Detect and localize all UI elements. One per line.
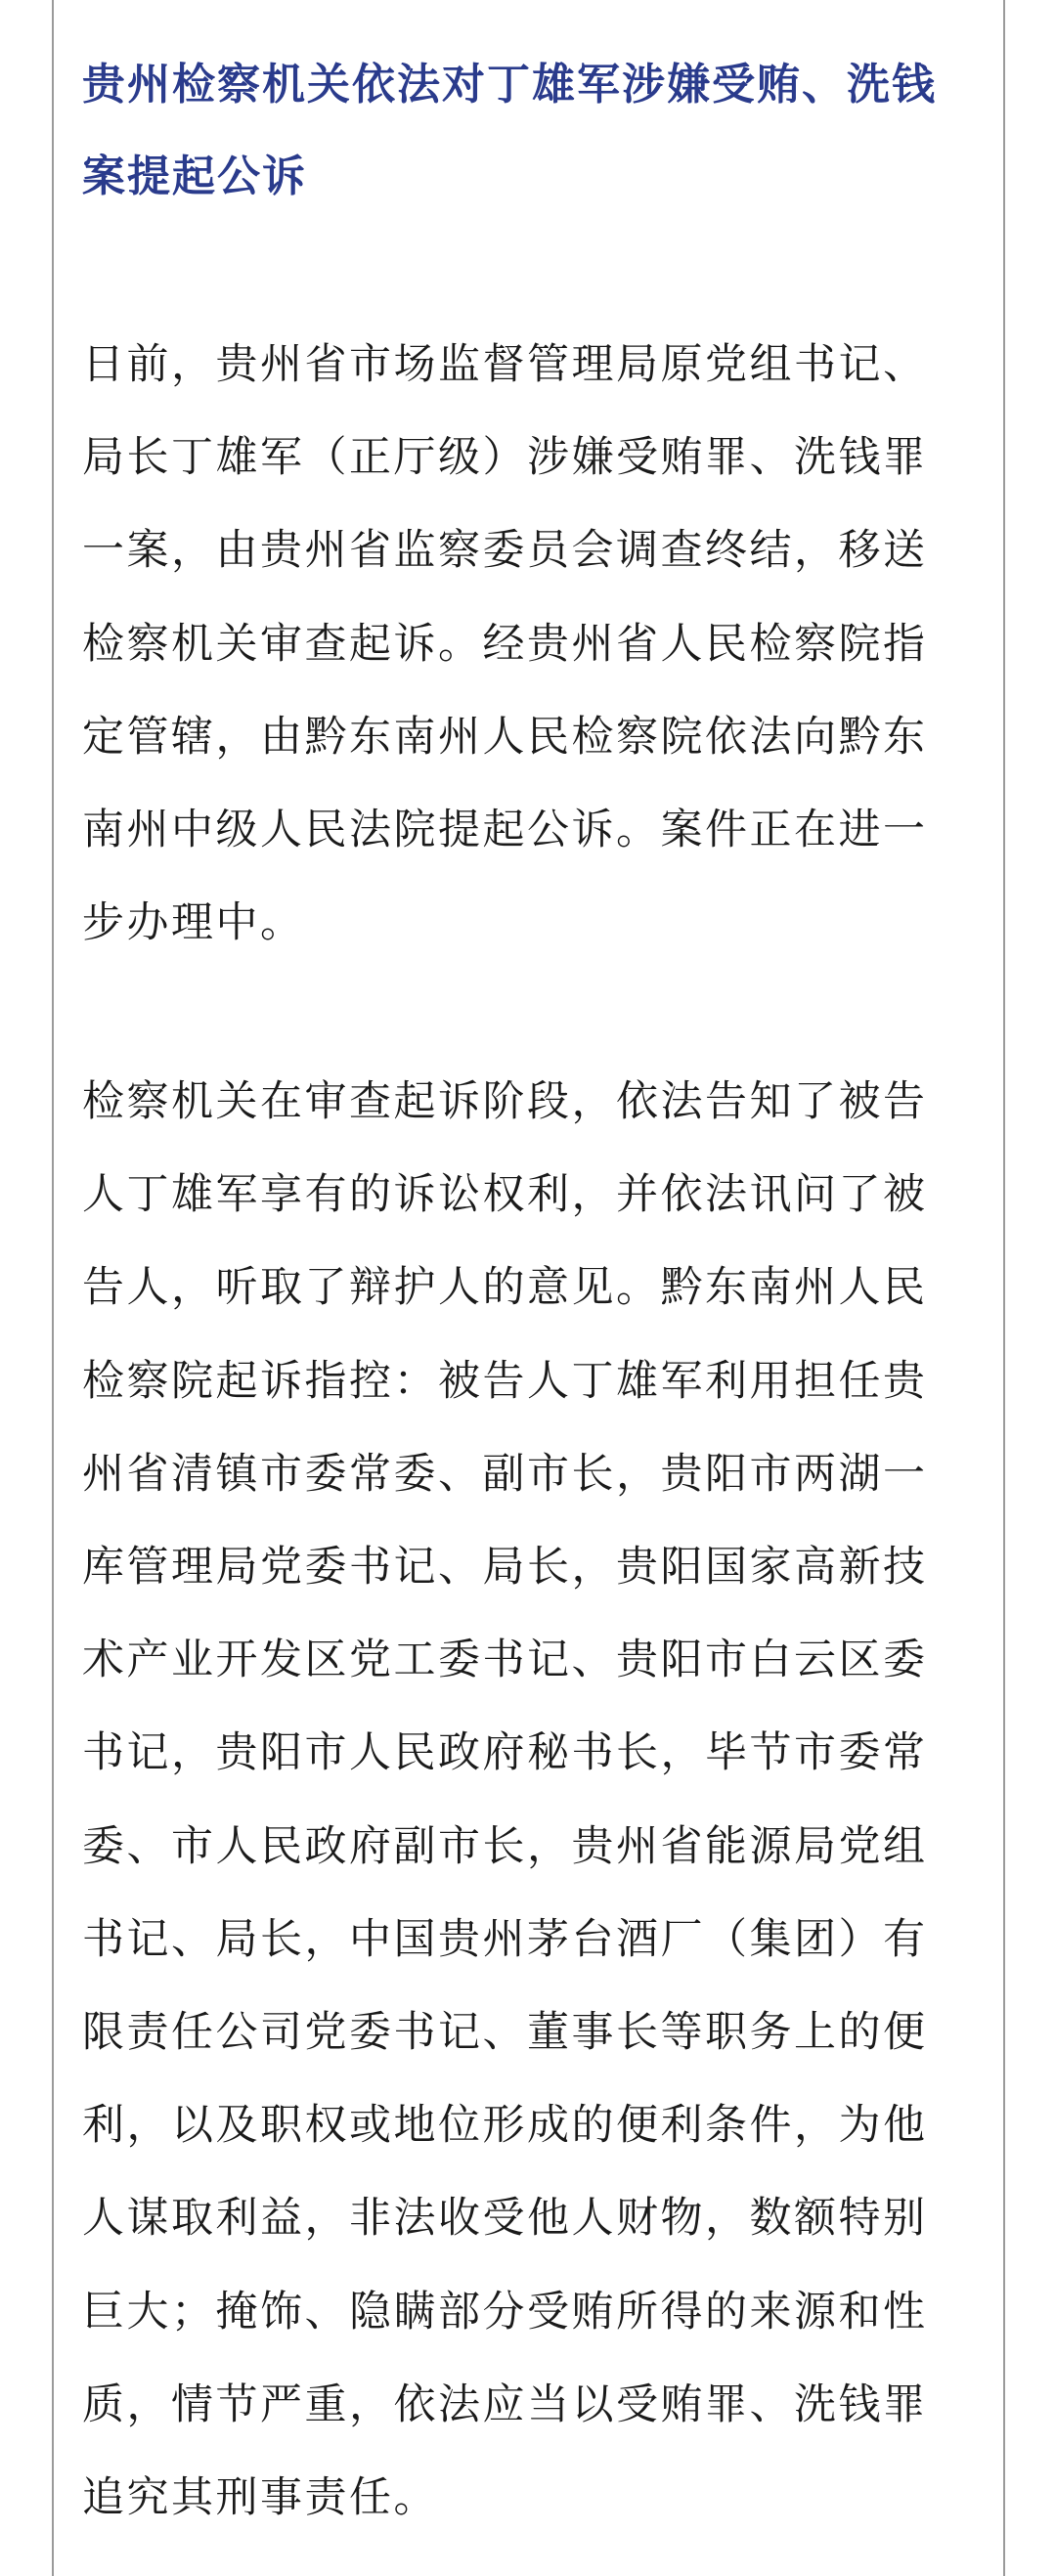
article-paragraph-2: 检察机关在审查起诉阶段，依法告知了被告 人丁雄军享有的诉讼权利，并依法讯问了被 告人，听取了辩护人的意见。黔东南州人民 检察院起诉指控：被告人丁雄军利用担任贵 州省清镇市委常委、副市长，贵阳市两湖一 库管理局党委书记、局长，贵阳国家高新技 术产业开发区党工委书记、贵阳市白云区委 书记，贵阳市人民政府秘书长，毕节市委常 委、市人民政府副市长，贵州省能源局党组 书记、局长，中国贵州茅台酒厂（集团）有 限责任公司党委书记、董事长等职务上的便 利，以及职权或地位形成的便利条件，为他 人谋取利益，非法收受他人财物，数额特别 巨大；掩饰、隐瞒部分受贿所得的来源和性 质，情节严重，依法应当以受贿罪、洗钱罪 追究其刑事责任。 [82, 1077, 928, 2523]
article-paragraph-1: 日前，贵州省市场监督管理局原党组书记、 局长丁雄军（正厅级）涉嫌受贿罪、洗钱罪 一案，由贵州省监察委员会调查终结，移送 检察机关审查起诉。经贵州省人民检察院指 定管辖，由黔东南州人民检察院依法向黔东 南州中级人民法院提起公诉。案件正在进一 步办理中。 [82, 340, 928, 948]
article-title: 贵州检察机关依法对丁雄军涉嫌受贿、洗钱 案提起公诉 [82, 60, 937, 201]
